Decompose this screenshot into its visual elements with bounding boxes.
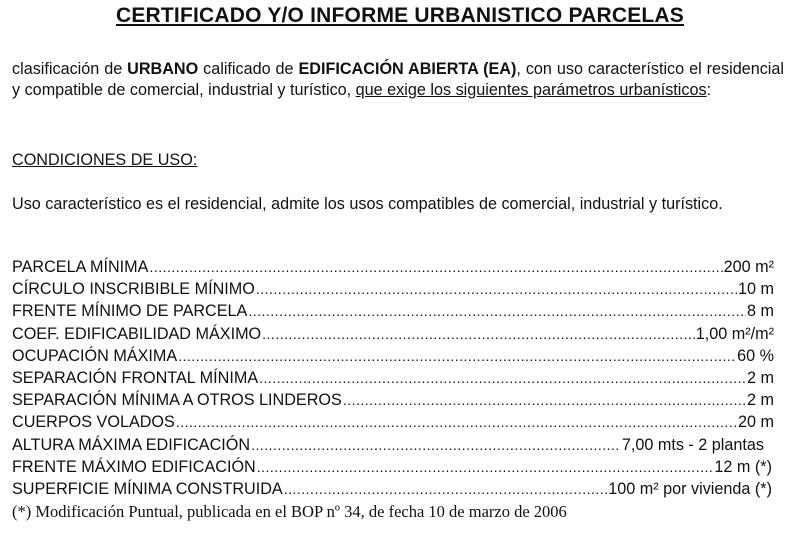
intro-underlined-text: que exige los siguientes parámetros urbanísticos <box>355 81 707 99</box>
dot-leader <box>149 259 722 275</box>
uso-paragraph: Uso característico es el residencial, admite los usos compatibles de comercial, industrial y turístico. <box>12 195 723 213</box>
param-label: FRENTE MÍNIMO DE PARCELA <box>12 302 248 321</box>
dot-leader <box>178 348 736 364</box>
param-value: 2 m <box>747 391 774 410</box>
param-label: CÍRCULO INSCRIBIBLE MÍNIMO <box>12 280 255 299</box>
footnote: (*) Modificación Puntual, publicada en el BOP nº 34, de fecha 10 de marzo de 2006 <box>12 502 567 521</box>
intro-bold-urbano: URBANO <box>127 60 199 78</box>
dot-leader <box>256 281 737 297</box>
param-row-ocupacion-maxima <box>12 347 774 369</box>
dot-leader <box>248 303 746 319</box>
param-row-superficie-minima <box>12 480 774 502</box>
intro-text-3: , con uso característico el residencial y compatible de comercial, industrial y turístico, <box>12 60 785 99</box>
param-row-circulo-inscribible <box>12 280 774 302</box>
dot-leader <box>176 414 737 430</box>
param-label: SEPARACIÓN FRONTAL MÍNIMA <box>12 368 259 387</box>
intro-text-1: clasificación de <box>12 60 128 78</box>
param-value: 8 m <box>747 302 774 321</box>
param-row-frente-minimo <box>12 302 774 324</box>
param-value: 10 m <box>738 280 774 299</box>
intro-text-4: : <box>706 81 712 99</box>
param-value: 12 m (*) <box>714 457 772 476</box>
param-value: 20 m <box>738 413 774 432</box>
conditions-heading: CONDICIONES DE USO: <box>12 151 198 169</box>
classification-paragraph <box>12 59 784 101</box>
param-row-frente-maximo <box>12 458 774 480</box>
param-label: FRENTE MÁXIMO EDIFICACIÓN <box>12 457 256 476</box>
param-value: 2 m <box>747 368 774 387</box>
param-label: COEF. EDIFICABILIDAD MÁXIMO <box>12 324 262 343</box>
param-label: SEPARACIÓN MÍNIMA A OTROS LINDEROS <box>12 391 342 410</box>
param-row-cuerpos-volados <box>12 413 774 435</box>
intro-bold-edificacion: EDIFICACIÓN ABIERTA (EA) <box>298 60 517 78</box>
document-title: CERTIFICADO Y/O INFORME URBANISTICO PARCELAS <box>115 4 685 27</box>
param-value: 60 % <box>737 346 774 365</box>
dot-leader <box>343 392 746 408</box>
param-row-parcela-minima <box>12 258 774 280</box>
dot-leader <box>259 370 746 386</box>
param-value: 200 m² <box>723 258 774 276</box>
param-row-separacion-linderos <box>12 391 774 413</box>
parameters-list <box>12 258 774 502</box>
param-row-coef-edificabilidad <box>12 325 774 347</box>
param-label: CUERPOS VOLADOS <box>12 413 175 432</box>
param-label: OCUPACIÓN MÁXIMA <box>12 346 178 365</box>
param-label: SUPERFICIE MÍNIMA CONSTRUIDA <box>12 479 283 498</box>
param-value: 1,00 m²/m² <box>695 324 774 343</box>
intro-text-2: calificado de <box>198 60 299 78</box>
param-row-separacion-frontal <box>12 369 774 391</box>
dot-leader <box>262 326 695 342</box>
param-value: 100 m² por vivienda (*) <box>608 479 772 498</box>
dot-leader <box>251 437 621 453</box>
param-row-altura-maxima <box>12 436 774 458</box>
dot-leader <box>257 459 714 475</box>
param-label: ALTURA MÁXIMA EDIFICACIÓN <box>12 435 251 454</box>
dot-leader <box>284 481 608 497</box>
param-value: 7,00 mts - 2 plantas <box>621 435 764 454</box>
param-label: PARCELA MÍNIMA <box>12 258 149 276</box>
